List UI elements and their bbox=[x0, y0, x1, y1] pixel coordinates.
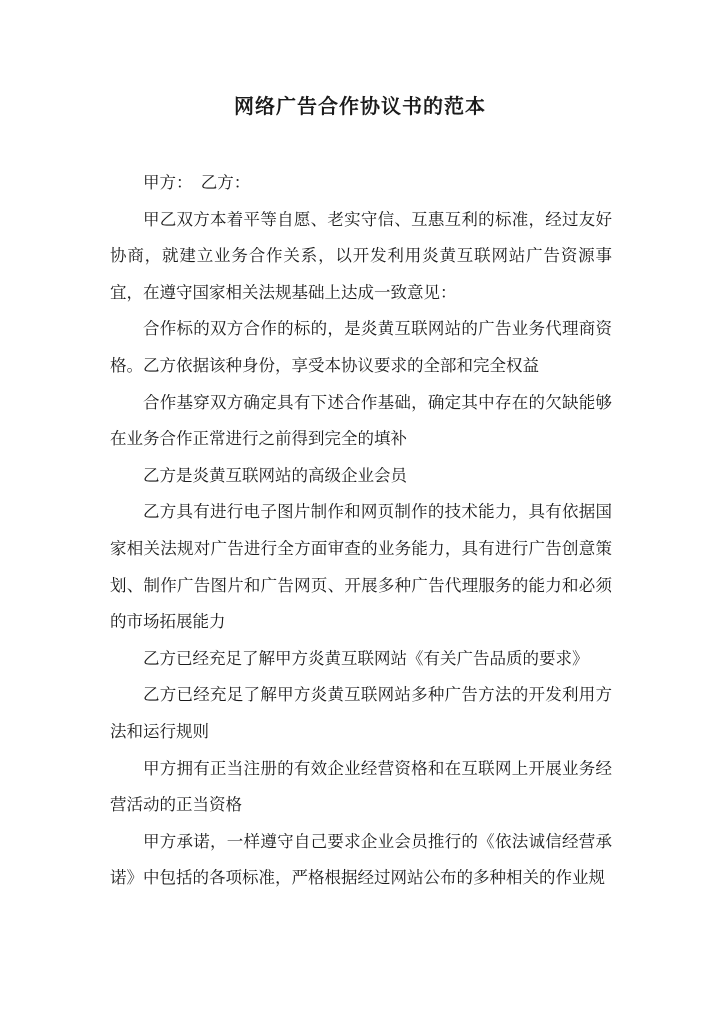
paragraph-capability: 乙方具有进行电子图片制作和网页制作的技术能力，具有依据国家相关法规对广告进行全方面审查的业务能力，具有进行广告创意策划、制作广告图片和广告网页、开展多种广告代理服务的能力和必须的市场拓展能力 bbox=[110, 502, 612, 632]
paragraph-qualification: 甲方拥有正当注册的有效企业经营资格和在互联网上开展业务经营活动的正当资格 bbox=[110, 758, 612, 815]
document-body bbox=[110, 165, 612, 897]
paragraph-subject: 合作标的双方合作的标的，是炎黄互联网站的广告业务代理商资格。乙方依据该种身份，享受本协议要求的全部和完全权益 bbox=[110, 319, 612, 375]
paragraph-methods: 乙方已经充足了解甲方炎黄互联网站多种广告方法的开发利用方法和运行规则 bbox=[110, 685, 612, 741]
paragraph-intro: 甲乙双方本着平等自愿、老实守信、互惠互利的标准，经过友好协商，就建立业务合作关系，以开发利用炎黄互联网站广告资源事宜，在遵守国家相关法规基础上达成一致意见： bbox=[110, 209, 612, 302]
document-title: 网络广告合作协议书的范本 bbox=[234, 94, 486, 118]
paragraph-promise: 甲方承诺，一样遵守自己要求企业会员推行的《依法诚信经营承诺》中包括的各项标准，严格根据经过网站公布的多种相关的作业规 bbox=[110, 831, 612, 888]
paragraph-quality: 乙方已经充足了解甲方炎黄互联网站《有关广告品质的要求》 bbox=[143, 648, 589, 668]
paragraph-parties: 甲方： 乙方： bbox=[143, 173, 251, 192]
paragraph-member: 乙方是炎黄互联网站的高级企业会员 bbox=[143, 465, 407, 485]
paragraph-basis: 合作基穿双方确定具有下述合作基础，确定其中存在的欠缺能够在业务合作正常进行之前得到完全的填补 bbox=[110, 392, 612, 449]
